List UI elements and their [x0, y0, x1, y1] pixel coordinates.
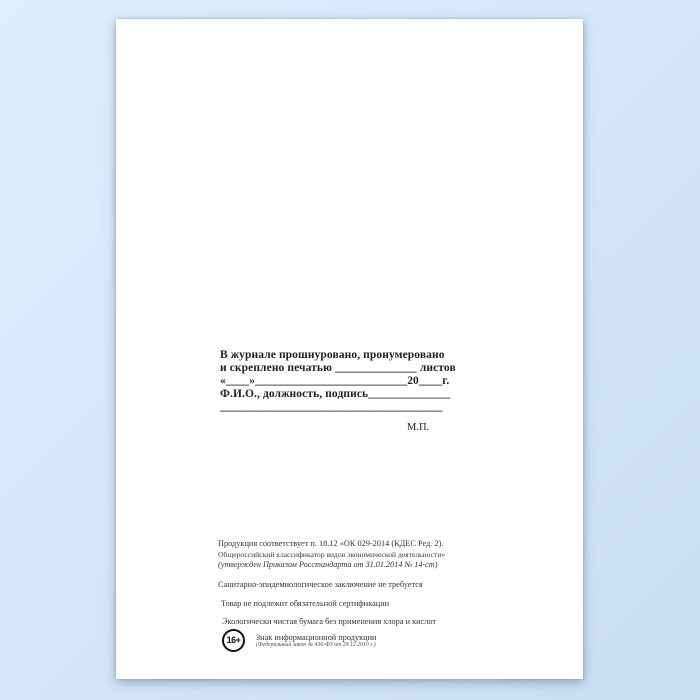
compliance-note-line1: Продукция соответствует п. 18.12 «ОК 029-2014 (КДЕС Ред. 2).: [218, 539, 444, 548]
binding-statement: [220, 349, 555, 414]
age-mark-title: Знак информационной продукции: [256, 633, 377, 642]
seal-placeholder: М.П.: [407, 422, 430, 433]
binding-line-sheets: и скреплено печатью ______________ листов: [220, 362, 456, 374]
compliance-note-line2: Общероссийский классификатор видов экономической деятельности»: [218, 550, 446, 559]
compliance-note-line3: (утвержден Приказом Росстандарта от 31.01.2014 № 14-ст): [218, 560, 438, 569]
age-rating-16-icon: 16+: [222, 629, 245, 652]
binding-line-date: «____»__________________________20____г.: [220, 375, 450, 387]
binding-line-stitched: В журнале прошнуровано, пронумеровано: [220, 349, 445, 361]
document-page: [116, 19, 583, 679]
eco-paper-note: Экологически чистая бумага без применения хлора и кислот: [222, 617, 437, 626]
binding-line-signature: Ф.И.О., должность, подпись______________: [220, 388, 451, 400]
sanitary-note: Санитарно-эпидемиологическое заключение не требуется: [218, 580, 423, 589]
binding-line-blank: ______________________________________: [220, 401, 443, 413]
certification-note: Товар не подлежит обязательной сертификации: [221, 599, 390, 608]
age-mark-law-reference: (Федеральный закон № 436-ФЗ от 29.12.2010 г.): [256, 642, 376, 648]
